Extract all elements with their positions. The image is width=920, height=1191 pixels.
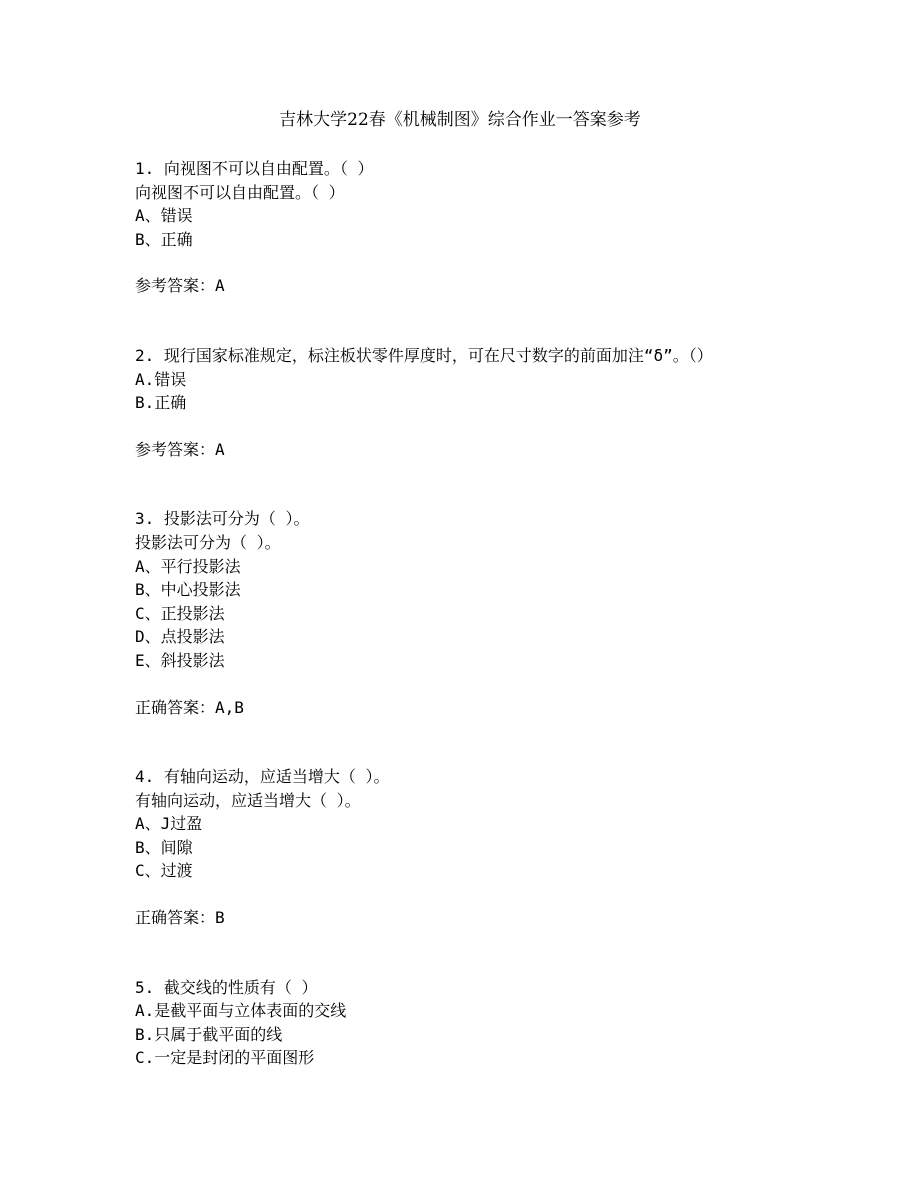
question-list: [135, 157, 795, 1070]
option-b: B、正确: [135, 229, 193, 249]
question-1: [135, 157, 795, 298]
question-stem: 有轴向运动，应适当增大（ ）。: [135, 790, 361, 810]
option-c: C.一定是封闭的平面图形: [135, 1048, 315, 1068]
question-heading: 4. 有轴向运动，应适当增大（ ）。: [135, 767, 390, 787]
option-b: B、中心投影法: [135, 580, 241, 600]
option-a: A.错误: [135, 369, 187, 389]
option-b: B.正确: [135, 393, 187, 413]
answer-line: 正确答案：B: [135, 908, 225, 928]
document-title: 吉林大学22春《机械制图》综合作业一答案参考: [279, 110, 641, 130]
option-b: B.只属于截平面的线: [135, 1024, 283, 1044]
question-heading: 5. 截交线的性质有（ ）: [135, 977, 318, 997]
question-heading: 1. 向视图不可以自由配置。（ ）: [135, 159, 374, 178]
answer-line: 参考答案：A: [135, 439, 225, 459]
question-3: [135, 507, 795, 719]
question-heading: 3. 投影法可分为（ ）。: [135, 509, 310, 529]
question-2: [135, 344, 795, 461]
answer-line: 参考答案：A: [135, 276, 225, 296]
option-a: A、J过盈: [135, 814, 203, 834]
option-a: A、错误: [135, 206, 193, 226]
option-e: E、斜投影法: [135, 650, 225, 670]
option-c: C、正投影法: [135, 603, 225, 623]
option-d: D、点投影法: [135, 627, 225, 647]
question-stem: 投影法可分为（ ）。: [135, 532, 281, 552]
option-a: A、平行投影法: [135, 556, 241, 576]
option-a: A.是截平面与立体表面的交线: [135, 1001, 347, 1021]
question-heading: 2. 现行国家标准规定，标注板状零件厚度时，可在尺寸数字的前面加注“δ”。（）: [135, 345, 713, 365]
option-b: B、间隙: [135, 837, 193, 857]
question-5: [135, 976, 795, 1070]
answer-line: 正确答案：A,B: [135, 697, 244, 717]
question-stem: 向视图不可以自由配置。（ ）: [135, 182, 345, 202]
question-4: [135, 765, 795, 930]
option-c: C、过渡: [135, 861, 193, 881]
